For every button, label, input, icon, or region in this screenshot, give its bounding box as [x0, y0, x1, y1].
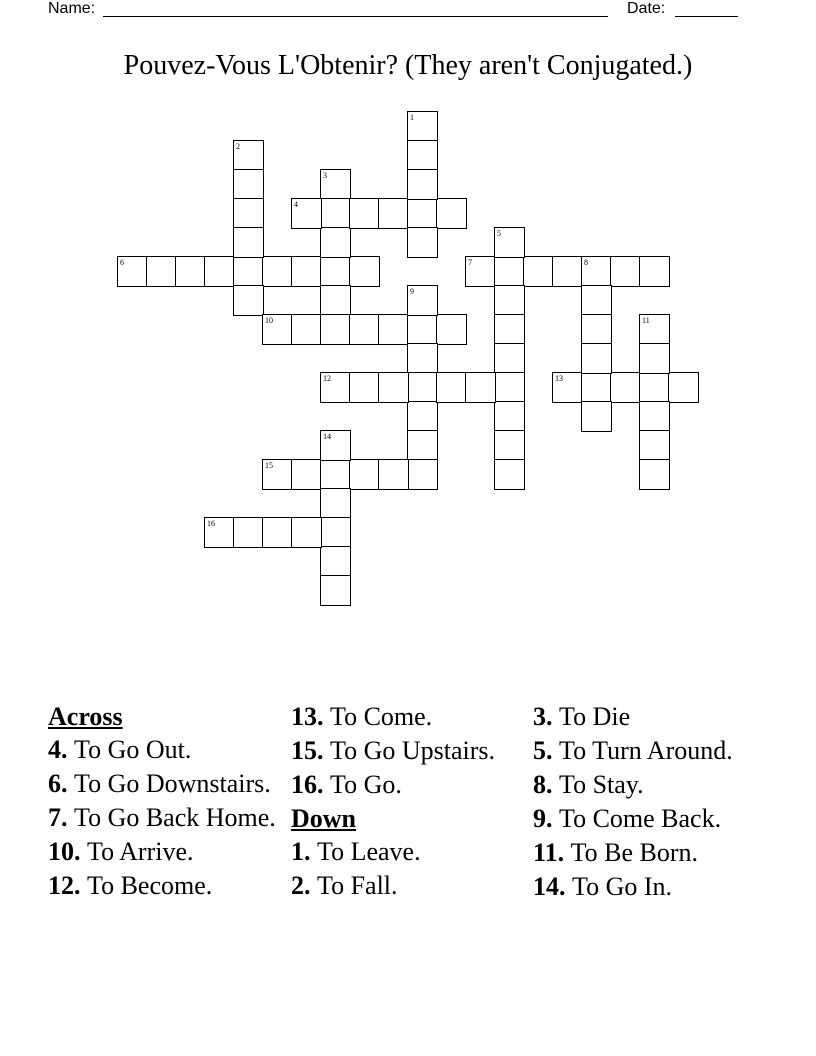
grid-cell[interactable]	[291, 314, 322, 345]
clue-item-number: 2.	[291, 871, 317, 900]
clue-number-12: 12	[323, 374, 331, 383]
clue-item-number: 14.	[533, 872, 572, 901]
clue-number-5: 5	[497, 229, 501, 238]
grid-cell[interactable]	[407, 285, 438, 316]
grid-cell[interactable]	[581, 256, 612, 287]
grid-cell[interactable]	[407, 198, 438, 229]
grid-cell[interactable]	[117, 256, 148, 287]
clue-item-text: To Stay.	[559, 770, 644, 799]
grid-cell[interactable]	[175, 256, 206, 287]
grid-cell[interactable]	[494, 256, 525, 287]
grid-cell[interactable]	[320, 372, 351, 403]
grid-cell[interactable]	[407, 140, 438, 171]
grid-cell[interactable]	[494, 314, 525, 345]
grid-cell[interactable]	[378, 459, 409, 490]
clue-number-11: 11	[642, 316, 650, 325]
grid-cell[interactable]	[262, 314, 293, 345]
clue-item	[533, 839, 763, 866]
grid-cell[interactable]	[639, 459, 670, 490]
grid-cell[interactable]	[349, 256, 380, 287]
clue-item-text: To Come.	[330, 702, 433, 731]
grid-cell[interactable]	[320, 459, 351, 490]
clue-item-number: 4.	[48, 735, 74, 764]
date-label: Date:	[627, 0, 666, 17]
clue-item-number: 10.	[48, 837, 87, 866]
puzzle-title: Pouvez-Vous L'Obtenir? (They aren't Conjugated.)	[123, 50, 693, 81]
clue-item-text: To Fall.	[317, 871, 398, 900]
grid-cell[interactable]	[523, 256, 554, 287]
grid-cell[interactable]	[581, 285, 612, 316]
grid-cell[interactable]	[233, 198, 264, 229]
clue-item-text: To Come Back.	[559, 804, 722, 833]
grid-cell[interactable]	[407, 169, 438, 200]
grid-cell[interactable]	[378, 372, 409, 403]
grid-cell[interactable]	[349, 198, 380, 229]
date-blank-line[interactable]	[675, 16, 738, 17]
clue-item	[48, 736, 278, 763]
grid-cell[interactable]	[407, 343, 438, 374]
grid-cell[interactable]	[407, 314, 438, 345]
clue-number-1: 1	[410, 113, 414, 122]
grid-cell[interactable]	[320, 546, 351, 577]
clue-list	[48, 703, 768, 1003]
clue-number-3: 3	[323, 171, 327, 180]
grid-cell[interactable]	[639, 401, 670, 432]
clue-item-number: 3.	[533, 702, 559, 731]
grid-cell[interactable]	[262, 517, 293, 548]
grid-cell[interactable]	[233, 140, 264, 171]
name-label: Name:	[48, 0, 96, 17]
clue-item-text: To Go Back Home.	[74, 803, 276, 832]
grid-cell[interactable]	[262, 256, 293, 287]
clue-item-text: To Become.	[87, 871, 213, 900]
grid-cell[interactable]	[639, 430, 670, 461]
clue-item-text: To Be Born.	[570, 838, 699, 867]
clue-item	[291, 703, 521, 730]
grid-cell[interactable]	[407, 372, 438, 403]
clue-item-text: To Go Downstairs.	[74, 769, 271, 798]
clue-item-text: To Go.	[330, 770, 402, 799]
grid-cell[interactable]	[320, 430, 351, 461]
grid-cell[interactable]	[494, 285, 525, 316]
grid-cell[interactable]	[407, 111, 438, 142]
grid-cell[interactable]	[610, 256, 641, 287]
clue-number-14: 14	[323, 432, 331, 441]
grid-cell[interactable]	[378, 198, 409, 229]
grid-cell[interactable]	[233, 169, 264, 200]
grid-cell[interactable]	[320, 517, 351, 548]
grid-cell[interactable]	[320, 256, 351, 287]
grid-cell[interactable]	[494, 401, 525, 432]
clue-item-text: To Die	[559, 702, 631, 731]
clue-number-8: 8	[584, 258, 588, 267]
clue-number-2: 2	[236, 142, 240, 151]
grid-cell[interactable]	[407, 227, 438, 258]
clue-item-number: 11.	[533, 838, 571, 867]
grid-cell[interactable]	[494, 372, 525, 403]
grid-cell[interactable]	[639, 314, 670, 345]
clue-number-6: 6	[120, 258, 124, 267]
grid-cell[interactable]	[320, 169, 351, 200]
clue-item-text: To Go In.	[572, 872, 673, 901]
grid-cell[interactable]	[639, 343, 670, 374]
grid-cell[interactable]	[233, 256, 264, 287]
clue-item-number: 6.	[48, 769, 74, 798]
grid-cell[interactable]	[233, 227, 264, 258]
grid-cell[interactable]	[320, 314, 351, 345]
grid-cell[interactable]	[146, 256, 177, 287]
across-heading: Across	[48, 702, 123, 731]
clue-number-4: 4	[294, 200, 298, 209]
clue-item	[533, 703, 763, 730]
clue-item-text: To Turn Around.	[559, 736, 733, 765]
clue-item-number: 5.	[533, 736, 559, 765]
grid-cell[interactable]	[204, 517, 235, 548]
grid-cell[interactable]	[320, 575, 351, 606]
grid-cell[interactable]	[291, 459, 322, 490]
clue-item-text: To Leave.	[317, 837, 421, 866]
grid-cell[interactable]	[668, 372, 699, 403]
clue-column-3	[533, 703, 763, 907]
grid-cell[interactable]	[291, 198, 322, 229]
clue-item-text: To Go Out.	[74, 735, 192, 764]
clue-item	[533, 805, 763, 832]
clue-item-number: 1.	[291, 837, 317, 866]
clue-number-10: 10	[265, 316, 273, 325]
grid-cell[interactable]	[639, 372, 670, 403]
header-line	[48, 0, 748, 20]
grid-cell[interactable]	[639, 256, 670, 287]
grid-cell[interactable]	[320, 285, 351, 316]
grid-cell[interactable]	[262, 459, 293, 490]
name-blank-line[interactable]	[103, 16, 608, 17]
grid-cell[interactable]	[233, 285, 264, 316]
clue-number-16: 16	[207, 519, 215, 528]
clue-item-number: 8.	[533, 770, 559, 799]
grid-cell[interactable]	[320, 227, 351, 258]
clue-number-7: 7	[468, 258, 472, 267]
grid-cell[interactable]	[552, 372, 583, 403]
clue-item-number: 15.	[291, 736, 330, 765]
grid-cell[interactable]	[320, 488, 351, 519]
grid-cell[interactable]	[233, 517, 264, 548]
grid-cell[interactable]	[494, 227, 525, 258]
grid-cell[interactable]	[436, 372, 467, 403]
clue-item	[291, 872, 521, 899]
grid-cell[interactable]	[407, 430, 438, 461]
grid-cell[interactable]	[349, 459, 380, 490]
grid-cell[interactable]	[378, 314, 409, 345]
grid-cell[interactable]	[204, 256, 235, 287]
grid-cell[interactable]	[581, 314, 612, 345]
clue-item	[48, 770, 278, 797]
clue-column-2	[291, 703, 521, 906]
clue-item	[48, 838, 278, 865]
clue-item-number: 9.	[533, 804, 559, 833]
clue-column-1	[48, 703, 278, 906]
grid-cell[interactable]	[407, 459, 438, 490]
grid-cell[interactable]	[291, 256, 322, 287]
grid-cell[interactable]	[494, 430, 525, 461]
grid-cell[interactable]	[465, 256, 496, 287]
grid-cell[interactable]	[407, 401, 438, 432]
clue-item-number: 12.	[48, 871, 87, 900]
clue-item	[533, 873, 763, 900]
grid-cell[interactable]	[436, 314, 467, 345]
clue-number-13: 13	[555, 374, 563, 383]
clue-item-number: 13.	[291, 702, 330, 731]
clue-item-number: 7.	[48, 803, 74, 832]
grid-cell[interactable]	[581, 372, 612, 403]
grid-cell[interactable]	[494, 459, 525, 490]
grid-cell[interactable]	[552, 256, 583, 287]
down-heading: Down	[291, 804, 357, 833]
clue-item-text: To Go Upstairs.	[330, 736, 496, 765]
clue-item	[291, 771, 521, 798]
clue-item	[291, 737, 521, 764]
grid-cell[interactable]	[494, 343, 525, 374]
grid-cell[interactable]	[465, 372, 496, 403]
clue-item-text: To Arrive.	[87, 837, 194, 866]
grid-cell[interactable]	[581, 343, 612, 374]
clue-item	[291, 838, 521, 865]
clue-item	[48, 872, 278, 899]
grid-cell[interactable]	[349, 372, 380, 403]
clue-number-9: 9	[410, 287, 414, 296]
grid-cell[interactable]	[581, 401, 612, 432]
grid-cell[interactable]	[610, 372, 641, 403]
clue-item	[48, 804, 278, 831]
clue-item-number: 16.	[291, 770, 330, 799]
clue-number-15: 15	[265, 461, 273, 470]
grid-cell[interactable]	[349, 314, 380, 345]
clue-item	[533, 737, 763, 764]
clue-item	[533, 771, 763, 798]
grid-cell[interactable]	[320, 198, 351, 229]
grid-cell[interactable]	[436, 198, 467, 229]
grid-cell[interactable]	[291, 517, 322, 548]
